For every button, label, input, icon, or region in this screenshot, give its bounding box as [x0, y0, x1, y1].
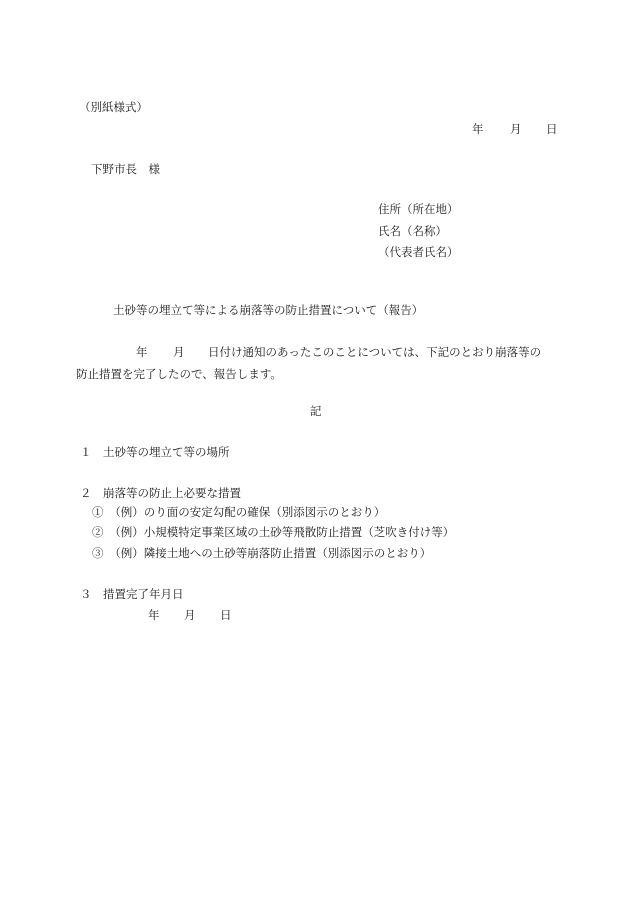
section-2-heading: ２ 崩落等の防止上必要な措置: [80, 486, 241, 500]
addressee: 下野市長 様: [91, 162, 160, 176]
address-label: 住所（所在地）: [378, 202, 459, 216]
completion-day-label: 日: [220, 608, 232, 622]
section-3-heading: ３ 措置完了年月日: [80, 587, 184, 601]
date-day-label: 日: [546, 122, 558, 136]
section-2-item-2: ② （例）小規模特定事業区域の土砂等飛散防止措置（芝吹き付け等）: [92, 525, 455, 539]
date-header: [472, 124, 562, 170]
document-title: 土砂等の埋立て等による崩落等の防止措置について（報告）: [113, 303, 424, 317]
body-line-1-text: 日付け通知のあったこのことについては、下記のとおり崩落等の: [208, 345, 542, 359]
representative-label: （代表者氏名）: [378, 245, 459, 259]
completion-year-label: 年: [148, 608, 160, 622]
body-line-2: 防止措置を完了したので、報告します。: [76, 367, 282, 381]
completion-date: [148, 610, 238, 656]
body-month-label: 月: [173, 345, 185, 359]
section-2-item-1: ① （例）のり面の安定勾配の確保（別添図示のとおり）: [92, 505, 386, 519]
body-year-label: 年: [136, 345, 148, 359]
date-year-label: 年: [472, 122, 484, 136]
ki-marker: 記: [310, 404, 322, 418]
form-label: （別紙様式）: [79, 100, 148, 114]
section-2-item-3: ③ （例）隣接土地への土砂等崩落防止措置（別添図示のとおり）: [92, 546, 432, 560]
section-1-heading: １ 土砂等の埋立て等の場所: [80, 445, 230, 459]
name-label: 氏名（名称）: [378, 224, 447, 238]
completion-month-label: 月: [184, 608, 196, 622]
date-month-label: 月: [510, 122, 522, 136]
